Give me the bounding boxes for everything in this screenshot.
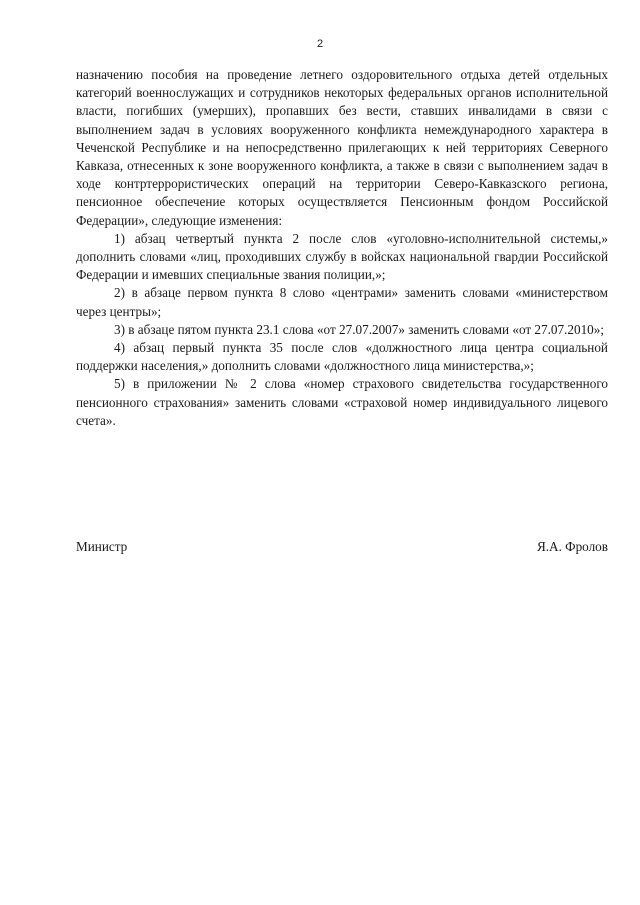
amendment-item-5: 5) в приложении № 2 слова «номер страхового свидетельства государственного пенсионного страхования» заменить словами «страховой номер индивидуального лицевого счета».	[76, 376, 608, 428]
amendment-item-4: 4) абзац первый пункта 35 после слов «должностного лица центра социальной поддержки населения,» дополнить словами «должностного лица министерства,»;	[76, 340, 608, 374]
amendment-item-3: 3) в абзаце пятом пункта 23.1 слова «от 27.07.2007» заменить словами «от 27.07.2010»;	[114, 321, 605, 337]
amendment-item-1: 1) абзац четвертый пункта 2 после слов «уголовно-исполнительной системы,» дополнить словами «лиц, проходивших службу в войсках национальной гвардии Российской Федерации и имевших специальные звания полиции,»;	[76, 230, 608, 283]
page-number: 2	[316, 38, 324, 50]
document-body	[76, 66, 608, 430]
signatory-role: Министр	[76, 539, 128, 554]
amendment-item-2: 2) в абзаце первом пункта 8 слово «центрами» заменить словами «министерством через центры»;	[76, 285, 608, 319]
intro-paragraph: назначению пособия на проведение летнего оздоровительного отдыха детей отдельных категорий военнослужащих и сотрудников некоторых федеральных органов исполнительной власти, погибших (умерших), пропавших без вести, ставших инвалидами в связи с выполнением задач в условиях вооруженного конфликта немеждународного характера в Чеченской Республике и на непосредственно прилегающих к ней территориях Северного Кавказа, отнесенных к зоне вооруженного конфликта, а также в связи с выполнением задач в ходе контртеррористических операций на территории Северо-Кавказского региона, пенсионное обеспечение которых осуществляется Пенсионным фондом Российской Федерации», следующие изменения:	[76, 67, 608, 228]
signatory-name: Я.А. Фролов	[536, 539, 608, 554]
